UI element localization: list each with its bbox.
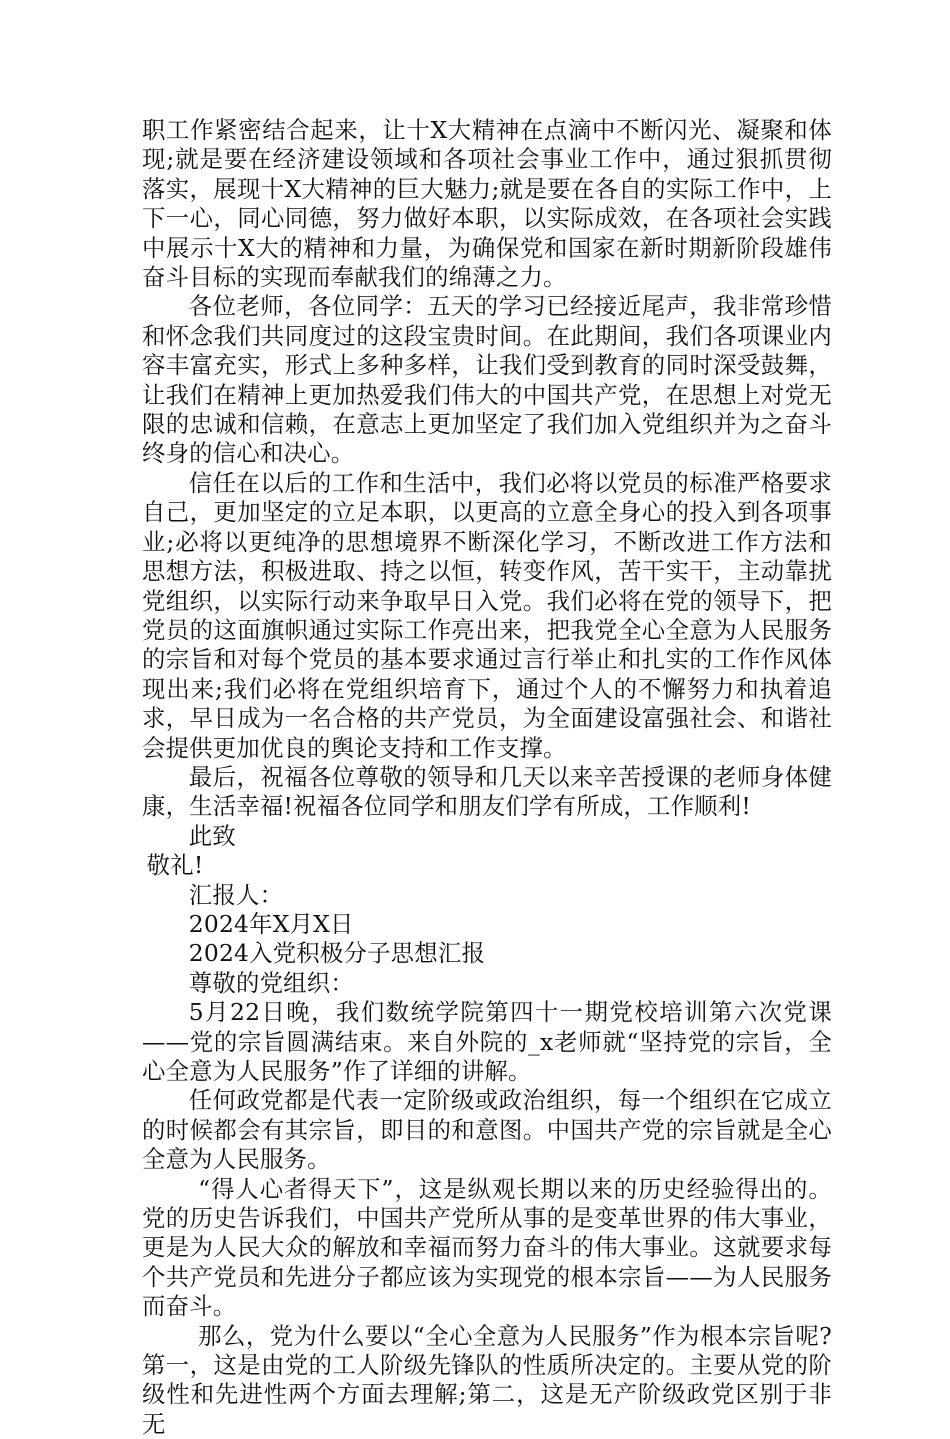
report-date: 2024年X月X日 <box>188 909 354 938</box>
closing-regards: 敬礼! <box>146 851 204 880</box>
report-title: 2024入党积极分子思想汇报 <box>188 939 486 968</box>
paragraph-why-serve-people: 那么，党为什么要以“全心全意为人民服务”作为根本宗旨呢?第一，这是由党的工人阶级先锋队的性质所决定的。主要从党的阶级性和先进性两个方面去理解;第二，这是无产阶级政党区别于非无 <box>142 1321 832 1438</box>
document-page <box>142 116 832 1439</box>
paragraph-commitment: 信任在以后的工作和生活中，我们必将以党员的标准严格要求自己，更加坚定的立足本职，以更高的立意全身心的投入到各项事业;必将以更纯净的思想境界不断深化学习，不断改进工作方法和思想方法，积极进取、持之以恒，转变作风，苦干实干，主动靠扰党组织，以实际行动来争取早日入党。我们必将在党的领导下，把党员的这面旗帜通过实际工作亮出来，把我党全心全意为人民服务的宗旨和对每个党员的基本要求通过言行举止和扎实的工作作风体现出来;我们必将在党组织培育下，通过个人的不懈努力和执着追求，早日成为一名合格的共产党员，为全面建设富强社会、和谐社会提供更加优良的舆论支持和工作支撑。 <box>142 468 832 762</box>
closing-salutation: 此致 <box>188 821 236 850</box>
paragraph-lecture-summary: 5月22日晚，我们数统学院第四十一期党校培训第六次党课——党的宗旨圆满结束。来自外院的_x老师就“坚持党的宗旨，全心全意为人民服务”作了详细的讲解。 <box>142 998 832 1085</box>
paragraph-continuation: 职工作紧密结合起来，让十X大精神在点滴中不断闪光、凝聚和体现;就是要在经济建设领域和各项社会事业工作中，通过狠抓贯彻落实，展现十X大精神的巨大魅力;就是要在各自的实际工作中，上下一心，同心同德，努力做好本职，以实际成效，在各项社会实践中展示十X大的精神和力量，为确保党和国家在新时期新阶段雄伟奋斗目标的实现而奉献我们的绵薄之力。 <box>142 116 832 292</box>
paragraph-best-wishes: 最后，祝福各位尊敬的领导和几天以来辛苦授课的老师身体健康，生活幸福!祝福各位同学和朋友们学有所成，工作顺利! <box>142 762 832 821</box>
paragraph-historical-experience: “得人心者得天下”，这是纵观长期以来的历史经验得出的。党的历史告诉我们，中国共产党所从事的是变革世界的伟大事业，更是为人民大众的解放和幸福而努力奋斗的伟大事业。这就要求每个共产党员和先进分子都应该为实现党的根本宗旨——为人民服务而奋斗。 <box>142 1174 832 1321</box>
report-greeting: 尊敬的党组织： <box>188 968 354 997</box>
paragraph-party-purpose: 任何政党都是代表一定阶级或政治组织，每一个组织在它成立的时候都会有其宗旨，即目的和意图。中国共产党的宗旨就是全心全意为人民服务。 <box>142 1086 832 1174</box>
paragraph-farewell-to-teachers: 各位老师，各位同学：五天的学习已经接近尾声，我非常珍惜和怀念我们共同度过的这段宝贵时间。在此期间，我们各项课业内容丰富充实，形式上多种多样，让我们受到教育的同时深受鼓舞，让我们在精神上更加热爱我们伟大的中国共产党，在思想上对党无限的忠诚和信赖，在意志上更加坚定了我们加入党组织并为之奋斗终身的信心和决心。 <box>142 292 832 468</box>
reporter-label: 汇报人： <box>188 880 284 909</box>
